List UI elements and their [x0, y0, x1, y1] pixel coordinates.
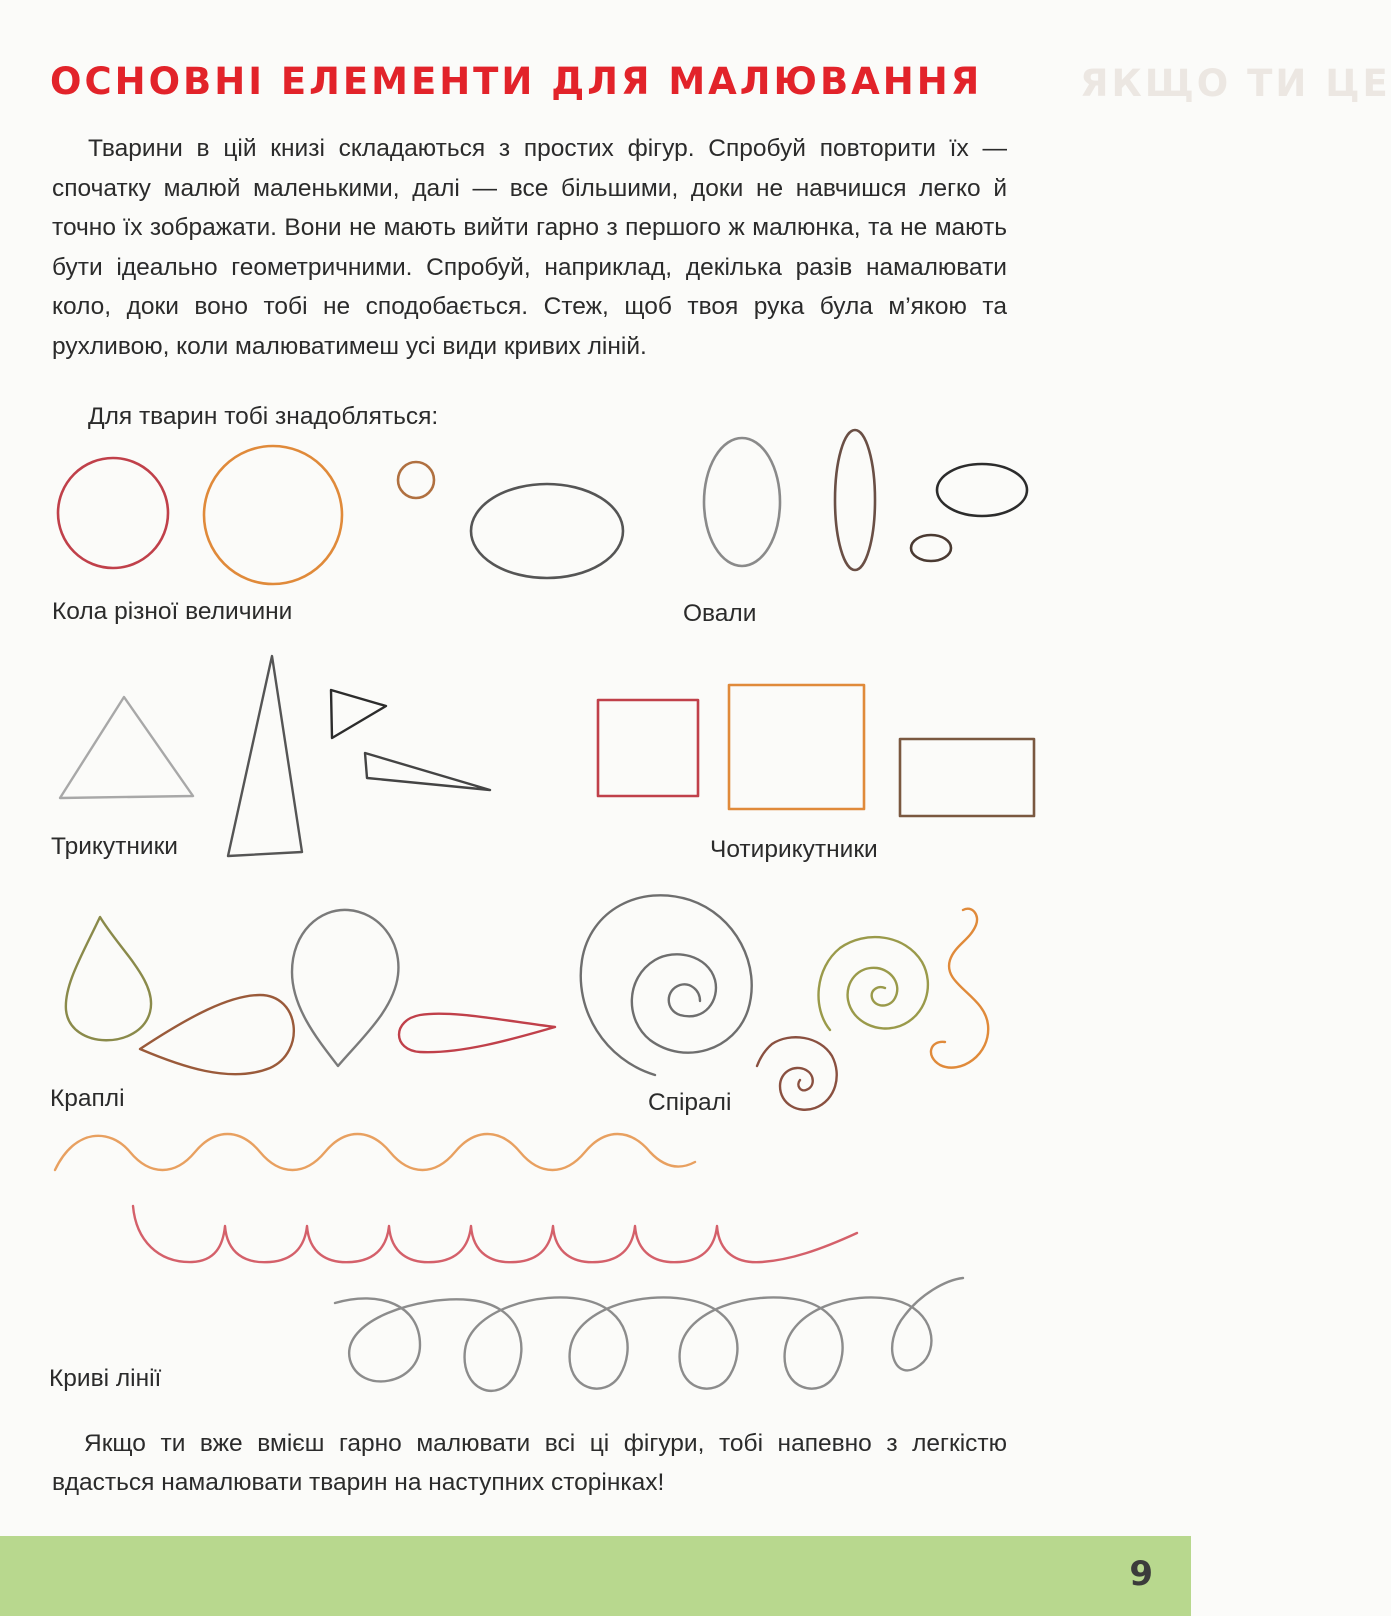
label-spirals: Спіралі	[648, 1089, 732, 1116]
square-red	[598, 700, 698, 796]
oval-dark	[937, 464, 1027, 516]
oval-tall	[704, 438, 780, 566]
label-curves: Криві лінії	[49, 1365, 162, 1392]
circle-orange	[204, 446, 342, 584]
label-ovals: Овали	[683, 600, 757, 627]
spiral-large	[581, 895, 752, 1075]
need-line: Для тварин тобі знадобляться:	[88, 403, 439, 430]
ovals-group	[471, 430, 1027, 578]
rect-brown	[900, 739, 1034, 816]
oval-narrow	[835, 430, 875, 570]
triangle-small	[331, 690, 386, 738]
triangles-group	[60, 656, 490, 856]
oval-wide	[471, 484, 623, 578]
page-title: ОСНОВНІ ЕЛЕМЕНТИ ДЛЯ МАЛЮВАННЯ	[50, 60, 983, 103]
outro-paragraph: Якщо ти вже вмієш гарно малювати всі ці фігури, тобі напевно з легкістю вдасться намалювати тварин на наступних сторінках!	[52, 1430, 1007, 1496]
label-triangles: Трикутники	[51, 833, 178, 860]
drop-gray	[292, 910, 398, 1066]
drop-olive	[66, 917, 151, 1040]
oval-small	[911, 535, 951, 561]
intro-text: Тварини в цій книзі складаються з простих фігур. Спробуй повторити їх — спочатку малюй маленькими, далі — все більшими, доки не навчишся легко й точно їх зображати. Вони не мають вийти гарно з першого ж малюнка, та не мають бути ідеально геометричними. Спробуй, наприклад, декілька разів намалювати коло, доки воно тобі не сподобається. Стеж, щоб твоя рука була м’якою та рухливою, коли малюватимеш усі види кривих ліній.	[52, 135, 1007, 360]
triangle-light	[60, 697, 193, 798]
drops-group	[66, 910, 555, 1074]
spiral-olive	[819, 937, 928, 1030]
spirals-group	[581, 895, 988, 1109]
spiral-orange-s	[931, 909, 988, 1068]
spiral-brown	[757, 1037, 837, 1109]
curve-wave-orange	[55, 1134, 695, 1170]
circle-red	[58, 458, 168, 568]
triangle-tall	[228, 656, 302, 856]
curve-scallop-red	[133, 1206, 857, 1262]
label-circles: Кола різної величини	[52, 598, 293, 625]
triangle-long	[365, 753, 490, 790]
circle-small	[398, 462, 434, 498]
footer-band	[0, 1536, 1191, 1616]
circles-group	[58, 446, 434, 584]
label-quads: Чотирикутники	[710, 836, 878, 863]
square-orange	[729, 685, 864, 809]
drop-brown	[140, 995, 294, 1074]
curves-group	[55, 1134, 963, 1391]
curve-loops-gray	[335, 1278, 963, 1391]
quads-group	[598, 685, 1034, 816]
label-drops: Краплі	[50, 1085, 125, 1112]
drop-red	[399, 1014, 555, 1053]
ghost-heading: ЯКЩО ТИ ЦЕ	[1080, 62, 1391, 105]
page-number: 9	[1129, 1554, 1153, 1594]
